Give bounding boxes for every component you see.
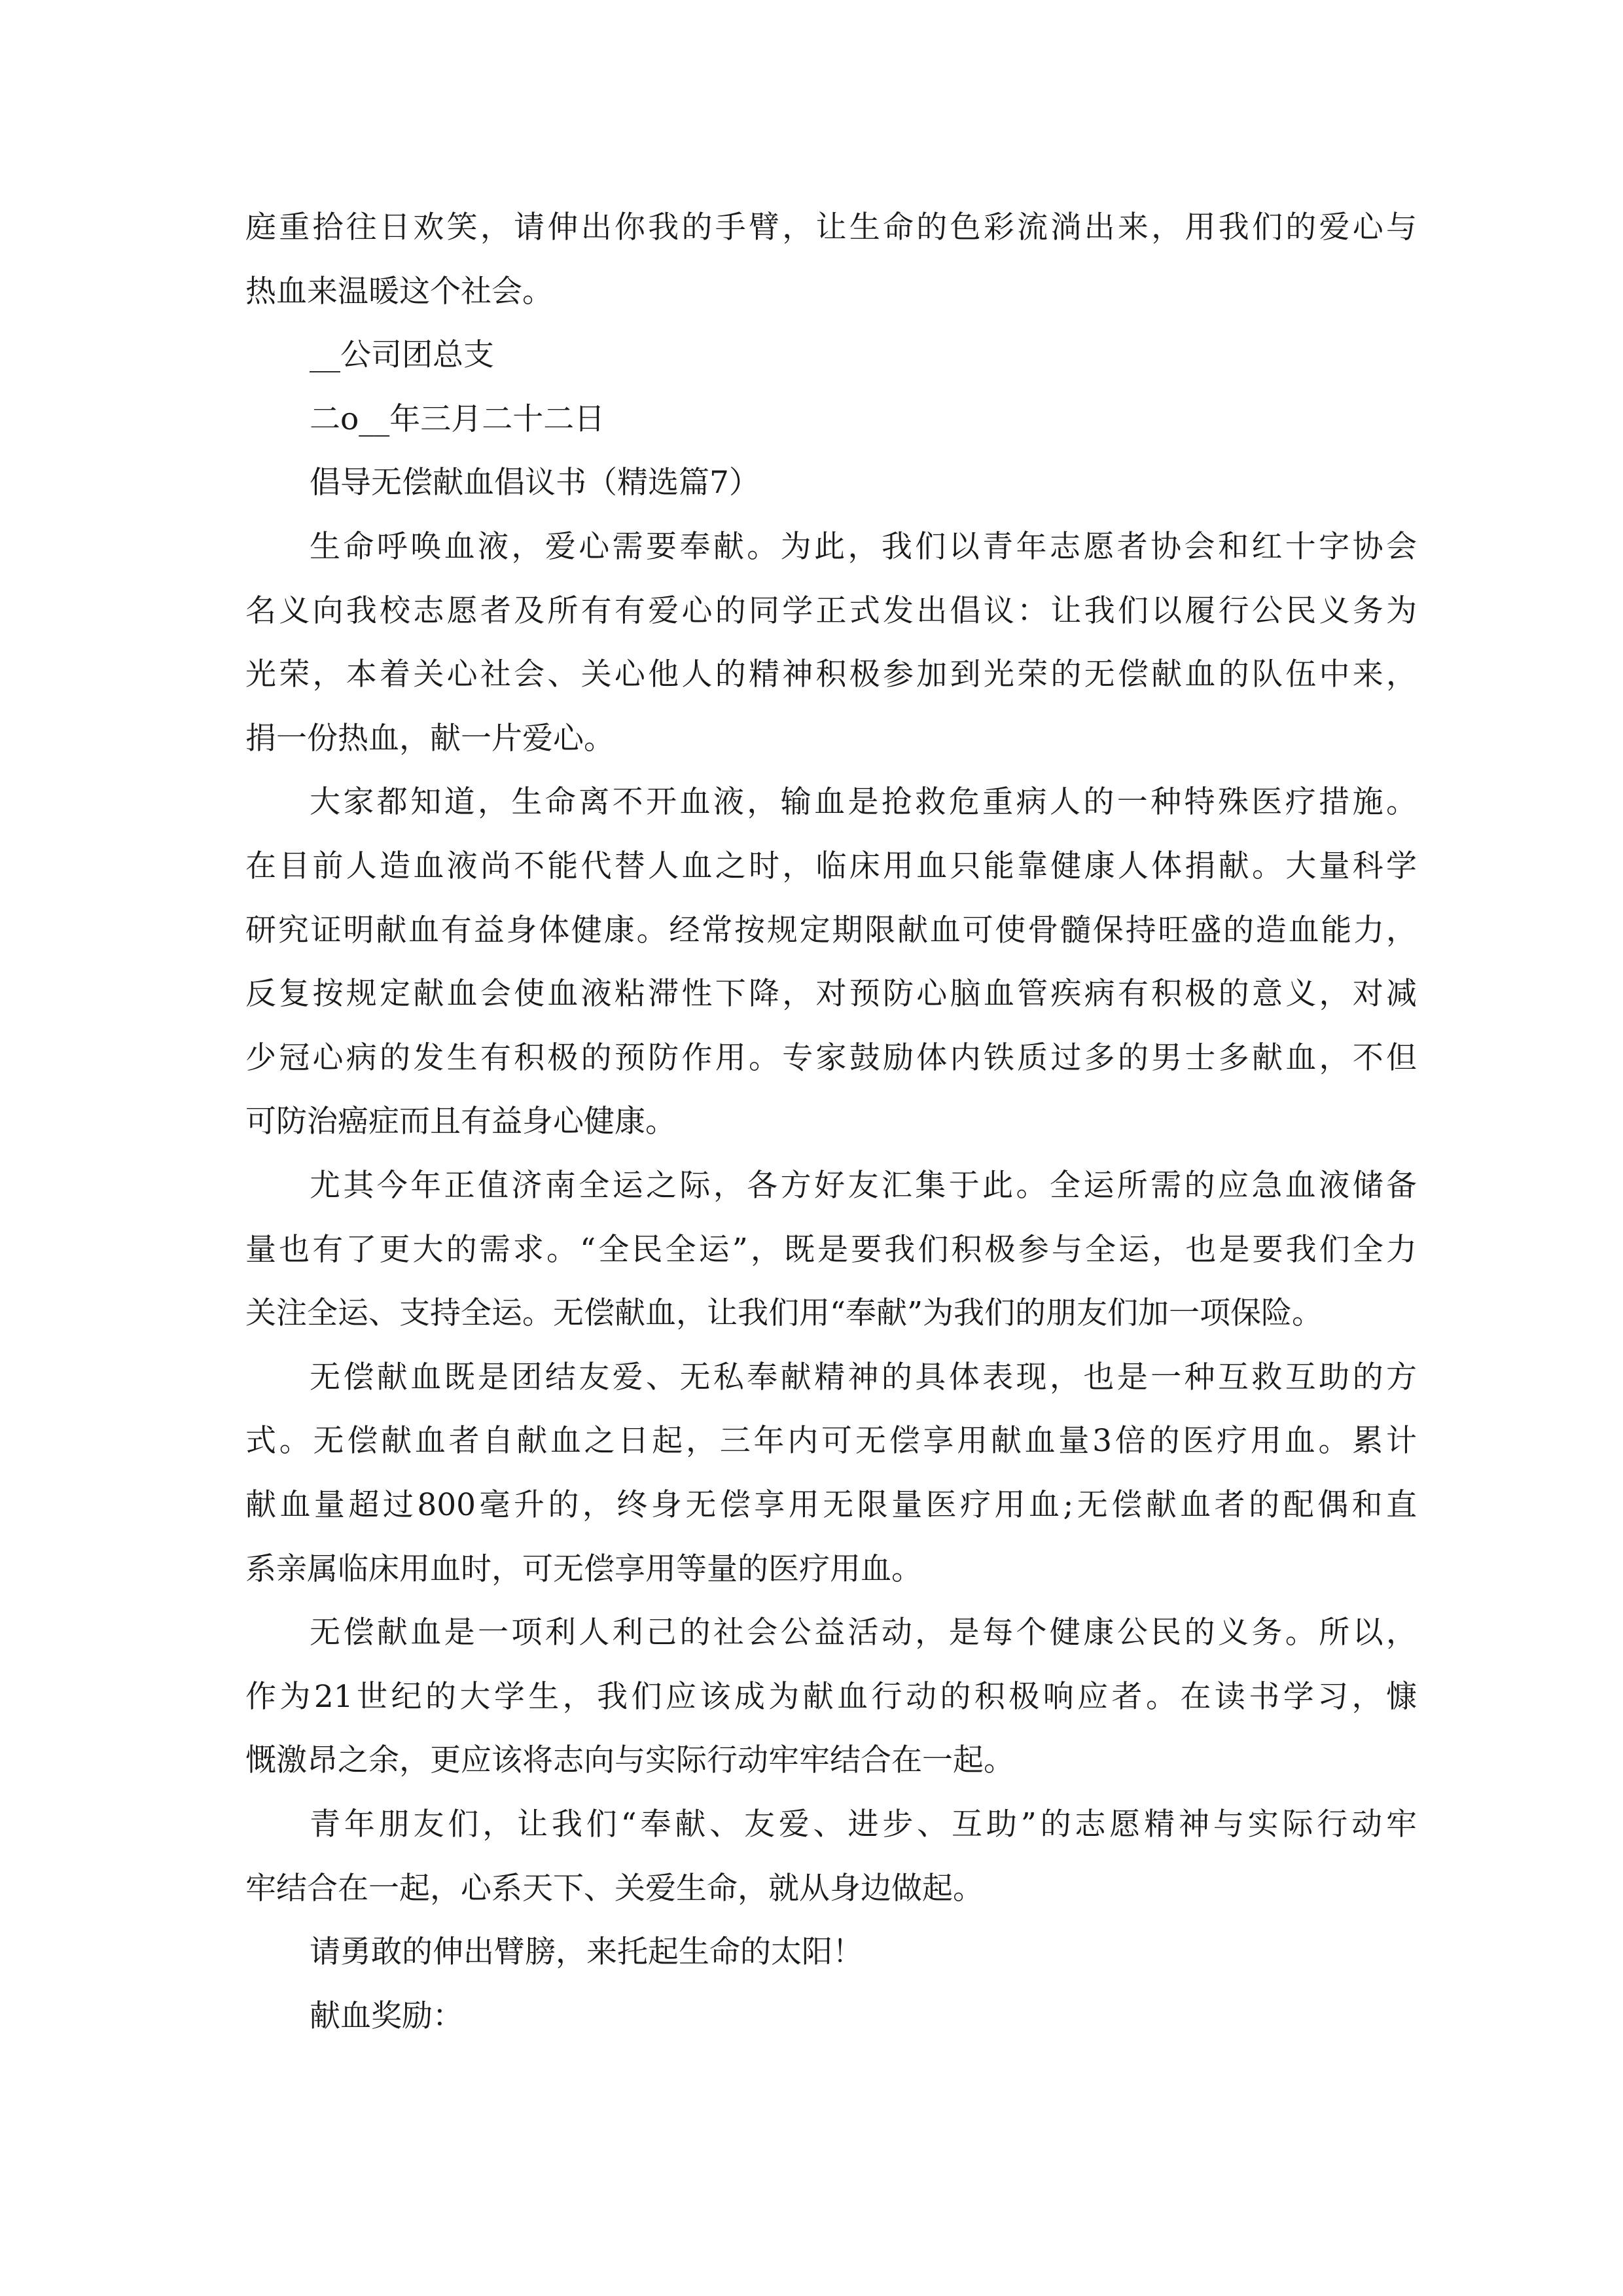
text-line: 在目前人造血液尚不能代替人血之时，临床用血只能靠健康人体捐献。大量科学 [245, 848, 1417, 884]
text-line: 光荣，本着关心社会、关心他人的精神积极参加到光荣的无偿献血的队伍中来， [245, 656, 1417, 692]
text-line: 牢结合在一起，心系天下、关爱生命，就从身边做起。 [245, 1871, 984, 1907]
text-line: 量也有了更大的需求。“全民全运”，既是要我们积极参与全运，也是要我们全力 [245, 1232, 1417, 1268]
text-line: 研究证明献血有益身体健康。经常按规定期限献血可使骨髓保持旺盛的造血能力， [245, 912, 1417, 948]
text-line: 慨激昂之余，更应该将志向与实际行动牢牢结合在一起。 [245, 1742, 1014, 1778]
text-line: 少冠心病的发生有积极的预防作用。专家鼓励体内铁质过多的男士多献血，不但 [245, 1040, 1417, 1076]
text-line: 尤其今年正值济南全运之际，各方好友汇集于此。全运所需的应急血液储备 [310, 1168, 1417, 1204]
text-line: 可防治癌症而且有益身心健康。 [245, 1103, 676, 1139]
text-line: 请勇敢的伸出臂膀，来托起生命的太阳！ [310, 1934, 863, 1970]
text-line: 青年朋友们，让我们“奉献、友爱、进步、互助”的志愿精神与实际行动牢 [310, 1806, 1417, 1842]
text-line: 系亲属临床用血时，可无偿享用等量的医疗用血。 [245, 1551, 922, 1587]
text-line: __公司团总支 [310, 337, 494, 373]
text-line: 关注全运、支持全运。无偿献血，让我们用“奉献”为我们的朋友们加一项保险。 [245, 1295, 1323, 1331]
text-line: 大家都知道，生命离不开血液，输血是抢救危重病人的一种特殊医疗措施。 [310, 784, 1417, 820]
text-line: 献血量超过800毫升的，终身无偿享用无限量医疗用血;无偿献血者的配偶和直 [245, 1487, 1417, 1523]
text-line: 无偿献血是一项利人利己的社会公益活动，是每个健康公民的义务。所以， [310, 1615, 1417, 1651]
text-line: 无偿献血既是团结友爱、无私奉献精神的具体表现，也是一种互救互助的方 [310, 1359, 1417, 1395]
text-line: 反复按规定献血会使血液粘滞性下降，对预防心脑血管疾病有积极的意义，对减 [245, 976, 1417, 1012]
text-line: 作为21世纪的大学生，我们应该成为献血行动的积极响应者。在读书学习，慷 [245, 1679, 1417, 1715]
text-line: 献血奖励： [310, 1998, 463, 2034]
text-line: 生命呼唤血液，爱心需要奉献。为此，我们以青年志愿者协会和红十字协会 [310, 529, 1417, 565]
text-line: 名义向我校志愿者及所有有爱心的同学正式发出倡议：让我们以履行公民义务为 [245, 593, 1417, 629]
text-line: 庭重拾往日欢笑，请伸出你我的手臂，让生命的色彩流淌出来，用我们的爱心与 [245, 209, 1417, 245]
text-line: 二o__年三月二十二日 [310, 401, 605, 437]
text-line: 倡导无偿献血倡议书（精选篇7） [310, 465, 760, 501]
text-line: 热血来温暖这个社会。 [245, 274, 553, 310]
text-line: 式。无偿献血者自献血之日起，三年内可无偿享用献血量3倍的医疗用血。累计 [245, 1423, 1417, 1459]
text-line: 捐一份热血，献一片爱心。 [245, 721, 615, 757]
